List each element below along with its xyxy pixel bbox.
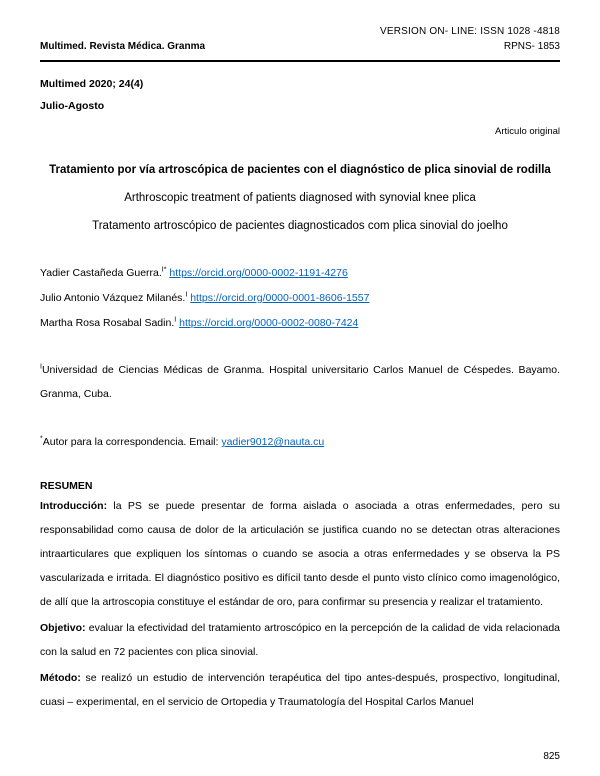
paragraph-label: Introducción: [40,500,108,512]
authors-block [40,261,560,336]
abstract-heading: RESUMEN [40,480,93,492]
issue-line: Multimed 2020; 24(4) [40,78,144,90]
period-line: Julio-Agosto [40,100,105,112]
header-divider [40,60,560,62]
paragraph-text: se realizó un estudio de intervención terapéutica del tipo antes-después, prospectivo, longitudinal, cuasi – experimental, en el servicio de Ortopedia y Traumatología del Hospital Carlos Manuel [40,672,560,708]
paragraph-text: evaluar la efectividad del tratamiento artroscópico en la percepción de la calidad de vida relacionada con la salud en 72 pacientes con plica sinovial. [40,622,560,658]
paragraph-text: la PS se puede presentar de forma aislada o asociada a otras enfermedades, pero su responsabilidad como causa de dolor de la articulación se justifica cuando no se detectan otras alteraciones intraarticulares que expliquen los síntomas o cuando se asocia a otras enfermedades y se observa la PS vascularizada e irritada. El diagnóstico positivo es difícil tanto desde el punto visto clínico como imagenológico, de allí que la artroscopia constituye el estándar de oro, para confirmar su presencia y realizar el tratamiento. [40,500,560,608]
author-name: Julio Antonio Vázquez Milanés. [40,292,186,304]
paragraph-label: Método: [40,672,81,684]
page-number: 825 [543,751,560,762]
journal-name: Multimed. Revista Médica. Granma [40,41,206,52]
paragraph-label: Objetivo: [40,622,86,634]
author-line [40,311,560,336]
rpns-number: RPNS- 1853 [503,41,560,52]
abstract-paragraph-objetivo [40,616,560,664]
correspondence-email-link[interactable]: yadier9012@nauta.cu [221,436,325,448]
author-line [40,286,560,311]
issn-line: VERSION ON- LINE: ISSN 1028 -4818 [379,26,560,37]
author-name: Martha Rosa Rosabal Sadin. [40,317,175,329]
article-type-label: Articulo original [495,126,560,137]
article-title-spanish: Tratamiento por vía artroscópica de pacientes con el diagnóstico de plica sinovial de rodilla [49,164,551,176]
orcid-link[interactable]: https://orcid.org/0000-0002-1191-4276 [169,267,348,279]
orcid-link[interactable]: https://orcid.org/0000-0002-0080-7424 [179,317,359,329]
journal-header-row [40,41,560,52]
author-superscript: I [174,316,177,324]
author-superscript: I* [161,266,167,274]
correspondence-text: Autor para la correspondencia. Email: [42,436,222,448]
affiliation-line [40,358,560,406]
affiliation-text: Universidad de Ciencias Médicas de Granma. Hospital universitario Carlos Manuel de Céspedes. Bayamo. Granma, Cuba. [40,364,560,400]
correspondence-line [40,430,560,454]
article-title-english: Arthroscopic treatment of patients diagnosed with synovial knee plica [124,192,476,204]
orcid-link[interactable]: https://orcid.org/0000-0001-8606-1557 [190,292,370,304]
article-title-portuguese: Tratamento artroscópico de pacientes diagnosticados com plica sinovial do joelho [92,220,508,232]
author-name: Yadier Castañeda Guerra. [40,267,162,279]
affiliation-superscript: I [40,363,42,371]
correspondence-superscript: * [40,435,43,443]
abstract-paragraph-introduccion [40,494,560,614]
author-superscript: I [185,291,188,299]
author-line [40,261,560,286]
abstract-paragraph-metodo [40,666,560,714]
